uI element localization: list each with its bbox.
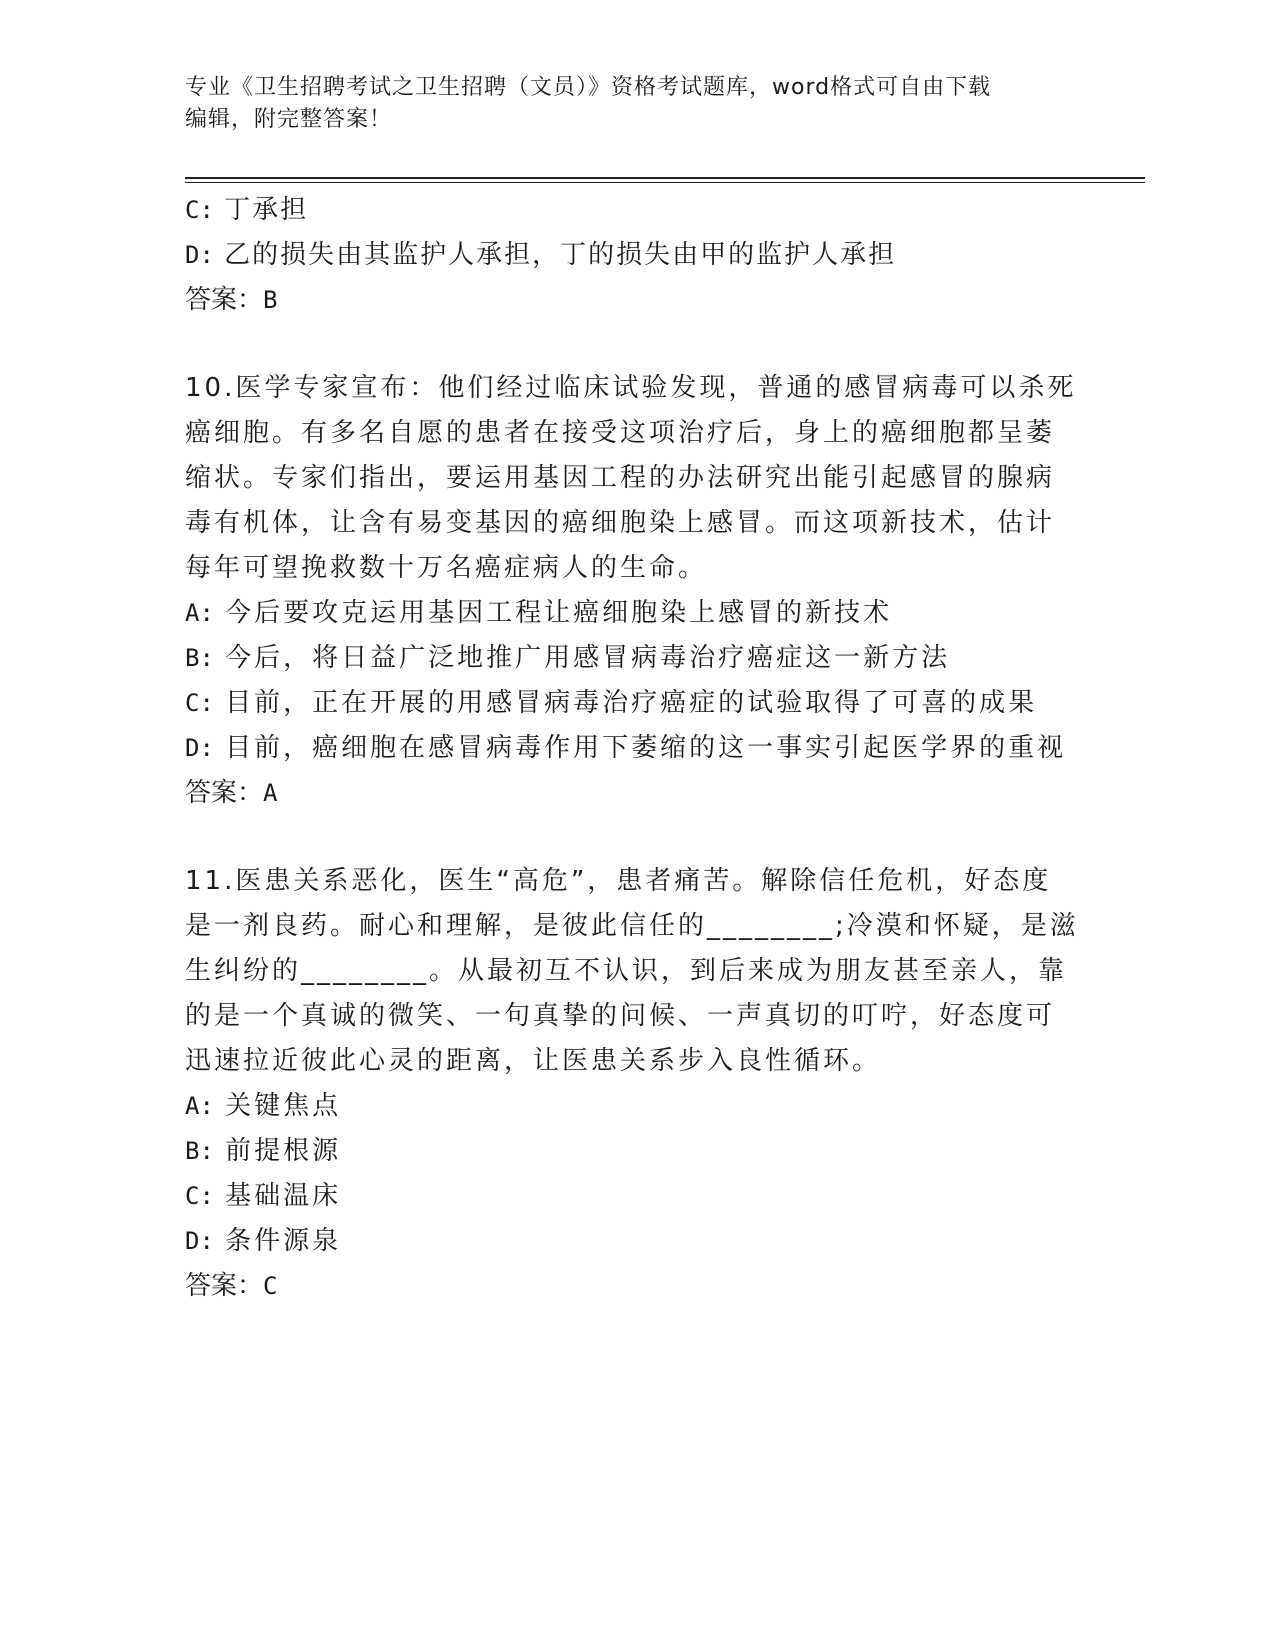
header-divider <box>185 177 1145 183</box>
question-text-line: 的是一个真诚的微笑、一句真挚的问候、一声真切的叮咛，好态度可 <box>185 1001 1056 1031</box>
option-a <box>185 591 1085 636</box>
option-text: 今后要攻克运用基因工程让癌细胞染上感冒的新技术 <box>225 598 893 628</box>
option-c <box>185 188 1085 233</box>
answer-value: C <box>263 1272 278 1300</box>
option-text: 乙的损失由其监护人承担，丁的损失由甲的监护人承担 <box>224 240 897 270</box>
option-a <box>185 1084 1085 1129</box>
option-b <box>185 1129 1085 1174</box>
prev-question <box>185 188 1085 323</box>
option-letter: D: <box>185 1227 214 1255</box>
question-text-line: 10.医学专家宣布：他们经过临床试验发现，普通的感冒病毒可以杀死 <box>185 373 1077 403</box>
option-letter: B: <box>185 1137 214 1165</box>
option-text: 关键焦点 <box>225 1091 342 1121</box>
option-d <box>185 233 1085 278</box>
question-text-line: 缩状。专家们指出，要运用基因工程的办法研究出能引起感冒的腺病 <box>185 463 1056 493</box>
header-line-1: 专业《卫生招聘考试之卫生招聘（文员）》资格考试题库，word格式可自由下载 <box>185 75 992 100</box>
question-text-line: 11.医患关系恶化，医生“高危”，患者痛苦。解除信任危机，好态度 <box>185 866 1052 896</box>
option-c <box>185 681 1085 726</box>
option-b <box>185 636 1085 681</box>
question-10 <box>185 366 1085 816</box>
option-text: 丁承担 <box>224 195 309 225</box>
document-body <box>185 188 1085 1309</box>
document-header <box>185 72 1065 136</box>
option-letter: A: <box>185 599 214 627</box>
option-letter: A: <box>185 1092 214 1120</box>
question-text-line: 生纠纷的________。从最初互不认识，到后来成为朋友甚至亲人，靠 <box>185 956 1068 986</box>
option-letter: C: <box>185 1182 214 1210</box>
question-text-line: 毒有机体，让含有易变基因的癌细胞染上感冒。而这项新技术，估计 <box>185 508 1056 538</box>
question-text-line: 癌细胞。有多名自愿的患者在接受这项治疗后，身上的癌细胞都呈萎 <box>185 418 1056 448</box>
option-text: 条件源泉 <box>225 1226 342 1256</box>
header-line-2: 编辑，附完整答案！ <box>185 107 393 132</box>
answer-value: A <box>263 779 278 807</box>
answer-line <box>185 1264 1085 1309</box>
option-d <box>185 726 1085 771</box>
question-text-line: 每年可望挽救数十万名癌症病人的生命。 <box>185 553 708 583</box>
option-letter: C: <box>185 689 214 717</box>
option-text: 今后，将日益广泛地推广用感冒病毒治疗癌症这一新方法 <box>225 643 951 673</box>
option-letter: D: <box>185 734 214 762</box>
answer-line <box>185 278 1085 323</box>
option-letter: B: <box>185 644 214 672</box>
option-letter: D: <box>185 241 214 269</box>
answer-line <box>185 771 1085 816</box>
answer-value: B <box>263 286 278 314</box>
answer-label: 答案： <box>185 1271 264 1301</box>
question-11 <box>185 859 1085 1309</box>
option-text: 基础温床 <box>225 1181 342 1211</box>
answer-label: 答案： <box>185 285 264 315</box>
answer-label: 答案： <box>185 778 264 808</box>
option-c <box>185 1174 1085 1219</box>
option-text: 目前，癌细胞在感冒病毒作用下萎缩的这一事实引起医学界的重视 <box>225 733 1067 763</box>
option-d <box>185 1219 1085 1264</box>
question-text-line: 是一剂良药。耐心和理解，是彼此信任的________;冷漠和怀疑，是滋 <box>185 911 1079 941</box>
question-text-line: 迅速拉近彼此心灵的距离，让医患关系步入良性循环。 <box>185 1046 882 1076</box>
option-text: 前提根源 <box>225 1136 342 1166</box>
option-text: 目前，正在开展的用感冒病毒治疗癌症的试验取得了可喜的成果 <box>225 688 1038 718</box>
option-letter: C: <box>185 196 214 224</box>
